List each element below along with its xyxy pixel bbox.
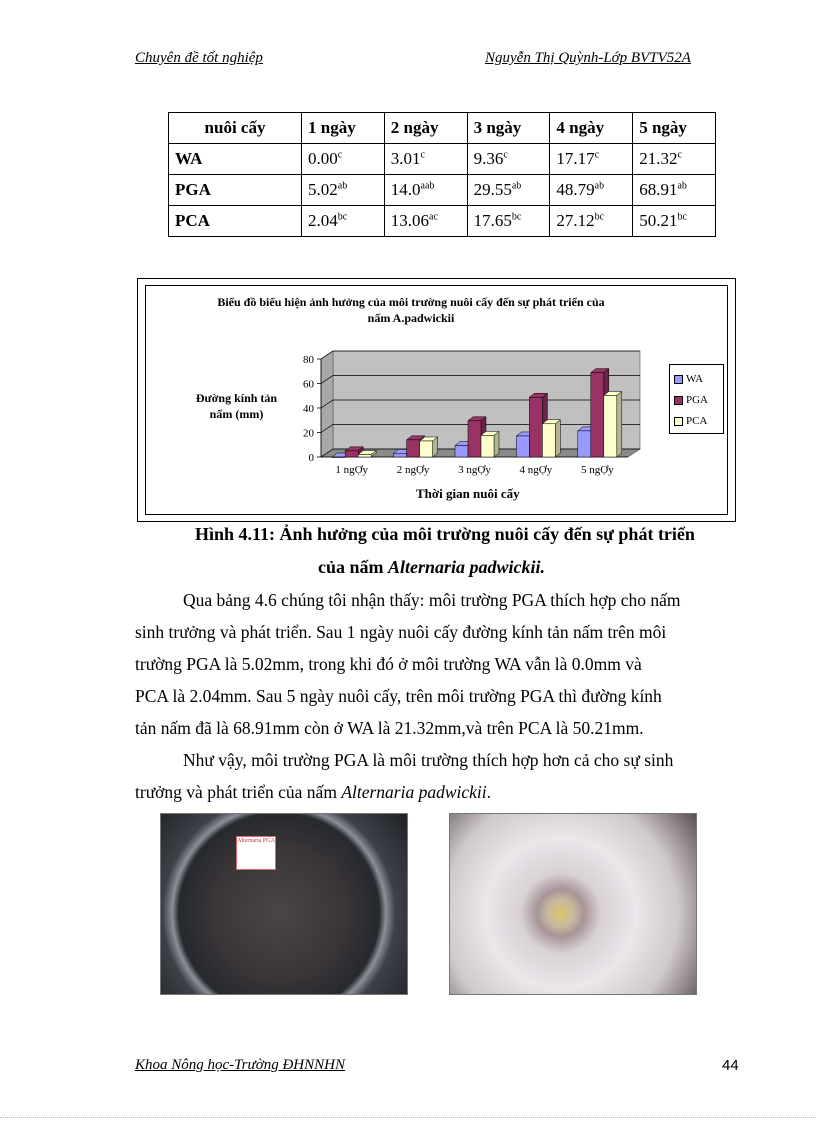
chart-bar-side bbox=[617, 391, 622, 457]
chart-bar bbox=[455, 446, 468, 457]
chart-bar bbox=[542, 424, 555, 457]
legend-label: PCA bbox=[686, 415, 708, 427]
legend-swatch bbox=[674, 375, 683, 384]
page-number: 44 bbox=[722, 1057, 739, 1074]
chart-y-tick-label: 0 bbox=[308, 452, 314, 464]
chart-area bbox=[145, 285, 728, 515]
legend-item-pga bbox=[674, 394, 708, 406]
chart-y-axis-label: Đường kính tản nấm (mm) bbox=[195, 391, 278, 421]
paragraph-line: tản nấm đã là 68.91mm còn ở WA là 21.32mm,và trên PCA là 50.21mm. bbox=[135, 718, 644, 738]
header-author: Nguyễn Thị Quỳnh-Lớp BVTV52A bbox=[485, 50, 691, 66]
table-header-row bbox=[169, 113, 716, 144]
paragraph-line: trưởng và phát triển của nấm Alternaria padwickii. bbox=[135, 782, 492, 802]
chart-bar bbox=[420, 441, 433, 457]
legend-label: WA bbox=[686, 373, 704, 385]
table-cell: 13.06$^{ac}$ bbox=[384, 206, 467, 237]
chart-bar-side bbox=[494, 431, 499, 457]
chart-bar bbox=[332, 457, 345, 458]
chart-bar bbox=[345, 451, 358, 457]
chart-y-tick-label: 60 bbox=[303, 378, 314, 391]
table-header-cell: 4 ngày bbox=[550, 113, 633, 144]
chart-bar-side bbox=[555, 420, 560, 457]
chart-bar bbox=[578, 431, 591, 457]
row-label: PCA bbox=[169, 206, 302, 237]
chart-y-tick-label: 80 bbox=[303, 354, 314, 366]
row-label: WA bbox=[169, 144, 302, 175]
legend-item-wa bbox=[674, 373, 703, 385]
table-header-cell: 5 ngày bbox=[633, 113, 716, 144]
table-cell: 48.79$^{ab}$ bbox=[550, 175, 633, 206]
chart-bar bbox=[481, 435, 494, 457]
chart-bar bbox=[407, 440, 420, 457]
table-cell: 21.32$^c$ bbox=[633, 144, 716, 175]
chart-legend bbox=[669, 364, 724, 434]
chart-x-tick-label: 5 ngỢy bbox=[580, 464, 614, 476]
table-header-cell: nuôi cấy bbox=[169, 113, 302, 144]
chart-bar bbox=[394, 453, 407, 457]
chart-bar bbox=[358, 455, 371, 457]
chart-y-tick-label: 40 bbox=[303, 403, 314, 415]
footer-faculty: Khoa Nông học-Trường ĐHNNHN bbox=[135, 1057, 345, 1073]
table-cell: 17.65$^{bc}$ bbox=[467, 206, 550, 237]
chart-x-axis-label: Thời gian nuôi cấy bbox=[416, 486, 520, 501]
paragraph-line: Qua bảng 4.6 chúng tôi nhận thấy: môi trường PGA thích hợp cho nấm bbox=[183, 590, 681, 610]
table-cell: 5.02$^{ab}$ bbox=[302, 175, 385, 206]
table-cell: 68.91$^{ab}$ bbox=[633, 175, 716, 206]
chart-bar bbox=[529, 397, 542, 457]
paragraph-line: PCA là 2.04mm. Sau 5 ngày nuôi cấy, trên môi trường PGA thì đường kính bbox=[135, 686, 662, 706]
chart-y-tick-label: 20 bbox=[303, 427, 314, 440]
chart-x-tick-label: 2 ngỢy bbox=[396, 464, 430, 476]
paragraph-conclusion bbox=[135, 744, 740, 808]
chart-bar bbox=[591, 373, 604, 457]
table-header-cell: 3 ngày bbox=[467, 113, 550, 144]
legend-swatch bbox=[674, 396, 683, 405]
legend-swatch bbox=[674, 417, 683, 426]
table-row bbox=[169, 206, 716, 237]
table-header-cell: 1 ngày bbox=[302, 113, 385, 144]
row-label: PGA bbox=[169, 175, 302, 206]
chart-x-tick-label: 1 ngỢy bbox=[335, 464, 369, 476]
chart-title: Biểu đồ biểu hiện ảnh hưởng của môi trường nuôi cấy đến sự phát triển của nấm A.padwickii bbox=[217, 295, 605, 325]
table-cell: 2.04$^{bc}$ bbox=[302, 206, 385, 237]
table-header-cell: 2 ngày bbox=[384, 113, 467, 144]
chart-frame bbox=[137, 278, 736, 522]
table-cell: 50.21$^{bc}$ bbox=[633, 206, 716, 237]
paragraph-line: Như vậy, môi trường PGA là môi trường thích hợp hơn cả cho sự sinh bbox=[183, 750, 674, 770]
chart-bar bbox=[468, 421, 481, 457]
chart-bar bbox=[516, 436, 529, 457]
legend-item-pca bbox=[674, 415, 707, 427]
table-cell: 29.55$^{ab}$ bbox=[467, 175, 550, 206]
fungus-colony-photo-right bbox=[449, 813, 697, 995]
growth-table bbox=[168, 112, 716, 237]
table-row bbox=[169, 175, 716, 206]
table-row bbox=[169, 144, 716, 175]
figure-caption: Hình 4.11: Ảnh hưởng của môi trường nuôi cấy đến sự phát triển bbox=[195, 524, 695, 544]
legend-label: PGA bbox=[686, 394, 709, 406]
chart-x-tick-label: 3 ngỢy bbox=[458, 464, 491, 476]
table-cell: 3.01$^c$ bbox=[384, 144, 467, 175]
page-bottom-divider bbox=[0, 1117, 816, 1118]
table-cell: 9.36$^c$ bbox=[467, 144, 550, 175]
header-course-title: Chuyên đề tốt nghiệp bbox=[135, 50, 263, 66]
paragraph-line: trường PGA là 5.02mm, trong khi đó ở môi trường WA vẫn là 0.0mm và bbox=[135, 654, 642, 674]
table-cell: 0.00$^c$ bbox=[302, 144, 385, 175]
paragraph-results bbox=[135, 584, 740, 744]
chart-bar bbox=[604, 395, 617, 457]
chart-plot bbox=[146, 286, 727, 514]
table-cell: 14.0$^{aab}$ bbox=[384, 175, 467, 206]
paragraph-line: sinh trưởng và phát triển. Sau 1 ngày nuôi cấy đường kính tản nấm trên môi bbox=[135, 622, 667, 642]
table-cell: 17.17$^c$ bbox=[550, 144, 633, 175]
table-cell: 27.12$^{bc}$ bbox=[550, 206, 633, 237]
chart-x-tick-label: 4 ngỢy bbox=[519, 464, 553, 476]
figure-caption-line2: của nấm Alternaria padwickii. bbox=[318, 557, 546, 577]
petri-dish-label: Alternaria PGA bbox=[236, 836, 276, 870]
petri-dish-photo-left bbox=[160, 813, 408, 995]
